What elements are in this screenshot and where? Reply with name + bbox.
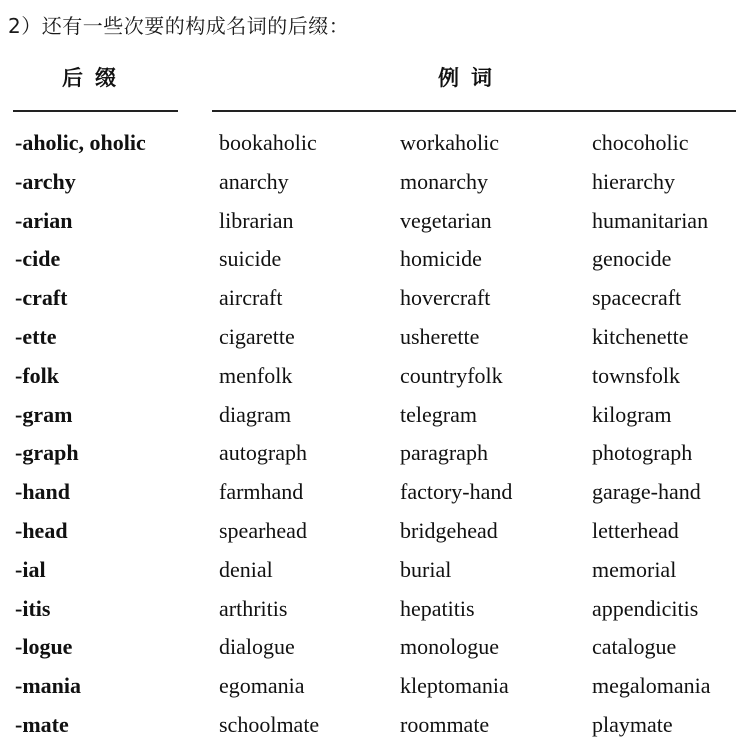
example-word-1: diagram	[219, 401, 292, 427]
example-word-3: playmate	[592, 711, 673, 737]
example-word-3: chocoholic	[592, 130, 689, 155]
suffix-table	[0, 124, 736, 745]
suffix-cell: -cide	[15, 246, 61, 272]
example-word-1: cigarette	[219, 323, 295, 349]
table-row	[0, 163, 736, 202]
table-row	[0, 434, 736, 473]
example-word-3: spacecraft	[592, 285, 682, 311]
table-row	[0, 512, 736, 551]
example-word-3: catalogue	[592, 634, 677, 660]
example-word-2: workaholic	[400, 130, 499, 155]
suffix-cell: -archy	[15, 168, 76, 194]
suffix-cell: -itis	[15, 595, 51, 621]
example-word-1: aircraft	[219, 285, 283, 311]
example-word-2: monologue	[400, 634, 499, 660]
examples-header-rule	[212, 110, 736, 112]
example-word-2: telegram	[400, 401, 477, 427]
example-word-3: kitchenette	[592, 323, 689, 349]
suffix-header-rule	[13, 110, 178, 112]
table-row	[0, 473, 736, 512]
example-word-3: photograph	[592, 440, 693, 466]
example-word-3: appendicitis	[592, 595, 699, 621]
example-word-3: hierarchy	[592, 168, 676, 194]
table-row	[0, 667, 736, 706]
example-word-1: arthritis	[219, 595, 288, 621]
example-word-1: farmhand	[219, 479, 304, 505]
suffix-cell: -arian	[15, 207, 73, 233]
example-word-2: kleptomania	[400, 673, 509, 699]
example-word-3: genocide	[592, 246, 672, 272]
example-word-1: denial	[219, 556, 273, 582]
example-word-2: bridgehead	[400, 517, 498, 543]
suffix-cell: -ette	[15, 323, 57, 349]
suffix-cell: -hand	[15, 479, 71, 505]
example-word-2: roommate	[400, 711, 490, 737]
example-word-3: garage-hand	[592, 479, 701, 505]
example-word-2: burial	[400, 556, 452, 582]
example-word-2: paragraph	[400, 440, 488, 466]
suffix-cell: -mate	[15, 711, 69, 737]
table-row	[0, 551, 736, 590]
suffix-cell: -head	[15, 517, 68, 543]
suffix-cell: -ial	[15, 556, 46, 582]
suffix-cell: -logue	[15, 634, 73, 660]
example-word-2: factory-hand	[400, 479, 513, 505]
table-row	[0, 706, 736, 745]
example-word-3: megalomania	[592, 673, 711, 699]
table-row	[0, 279, 736, 318]
example-word-2: hepatitis	[400, 595, 475, 621]
example-word-2: usherette	[400, 323, 480, 349]
example-word-2: vegetarian	[400, 207, 492, 233]
example-word-3: kilogram	[592, 401, 672, 427]
example-word-1: egomania	[219, 673, 305, 699]
suffix-cell: -folk	[15, 362, 59, 388]
table-row	[0, 628, 736, 667]
suffix-cell: -craft	[15, 285, 68, 311]
suffix-cell: -gram	[15, 401, 73, 427]
example-word-2: countryfolk	[400, 362, 503, 388]
example-word-1: autograph	[219, 440, 307, 466]
example-word-3: memorial	[592, 556, 677, 582]
table-row	[0, 396, 736, 435]
table-row	[0, 318, 736, 357]
example-word-1: anarchy	[219, 168, 289, 194]
example-word-1: dialogue	[219, 634, 295, 660]
example-word-1: suicide	[219, 246, 282, 272]
example-word-2: monarchy	[400, 168, 488, 194]
example-word-3: townsfolk	[592, 362, 680, 388]
example-word-1: bookaholic	[219, 130, 317, 155]
intro-text: 2）还有一些次要的构成名词的后缀：	[8, 14, 350, 38]
table-row	[0, 240, 736, 279]
example-word-1: menfolk	[219, 362, 293, 388]
example-word-2: homicide	[400, 246, 482, 272]
suffix-cell: -mania	[15, 673, 81, 699]
example-word-1: spearhead	[219, 517, 307, 543]
table-row	[0, 202, 736, 241]
example-word-3: humanitarian	[592, 207, 709, 233]
example-word-2: hovercraft	[400, 285, 491, 311]
suffix-cell: -graph	[15, 440, 79, 466]
table-row	[0, 124, 736, 163]
example-word-1: librarian	[219, 207, 294, 233]
example-word-1: schoolmate	[219, 711, 320, 737]
example-word-3: letterhead	[592, 517, 679, 543]
suffix-column-header: 后缀	[62, 66, 128, 90]
suffix-cell: -aholic, oholic	[15, 130, 146, 155]
table-row	[0, 357, 736, 396]
examples-column-header: 例词	[438, 66, 504, 90]
table-row	[0, 590, 736, 629]
